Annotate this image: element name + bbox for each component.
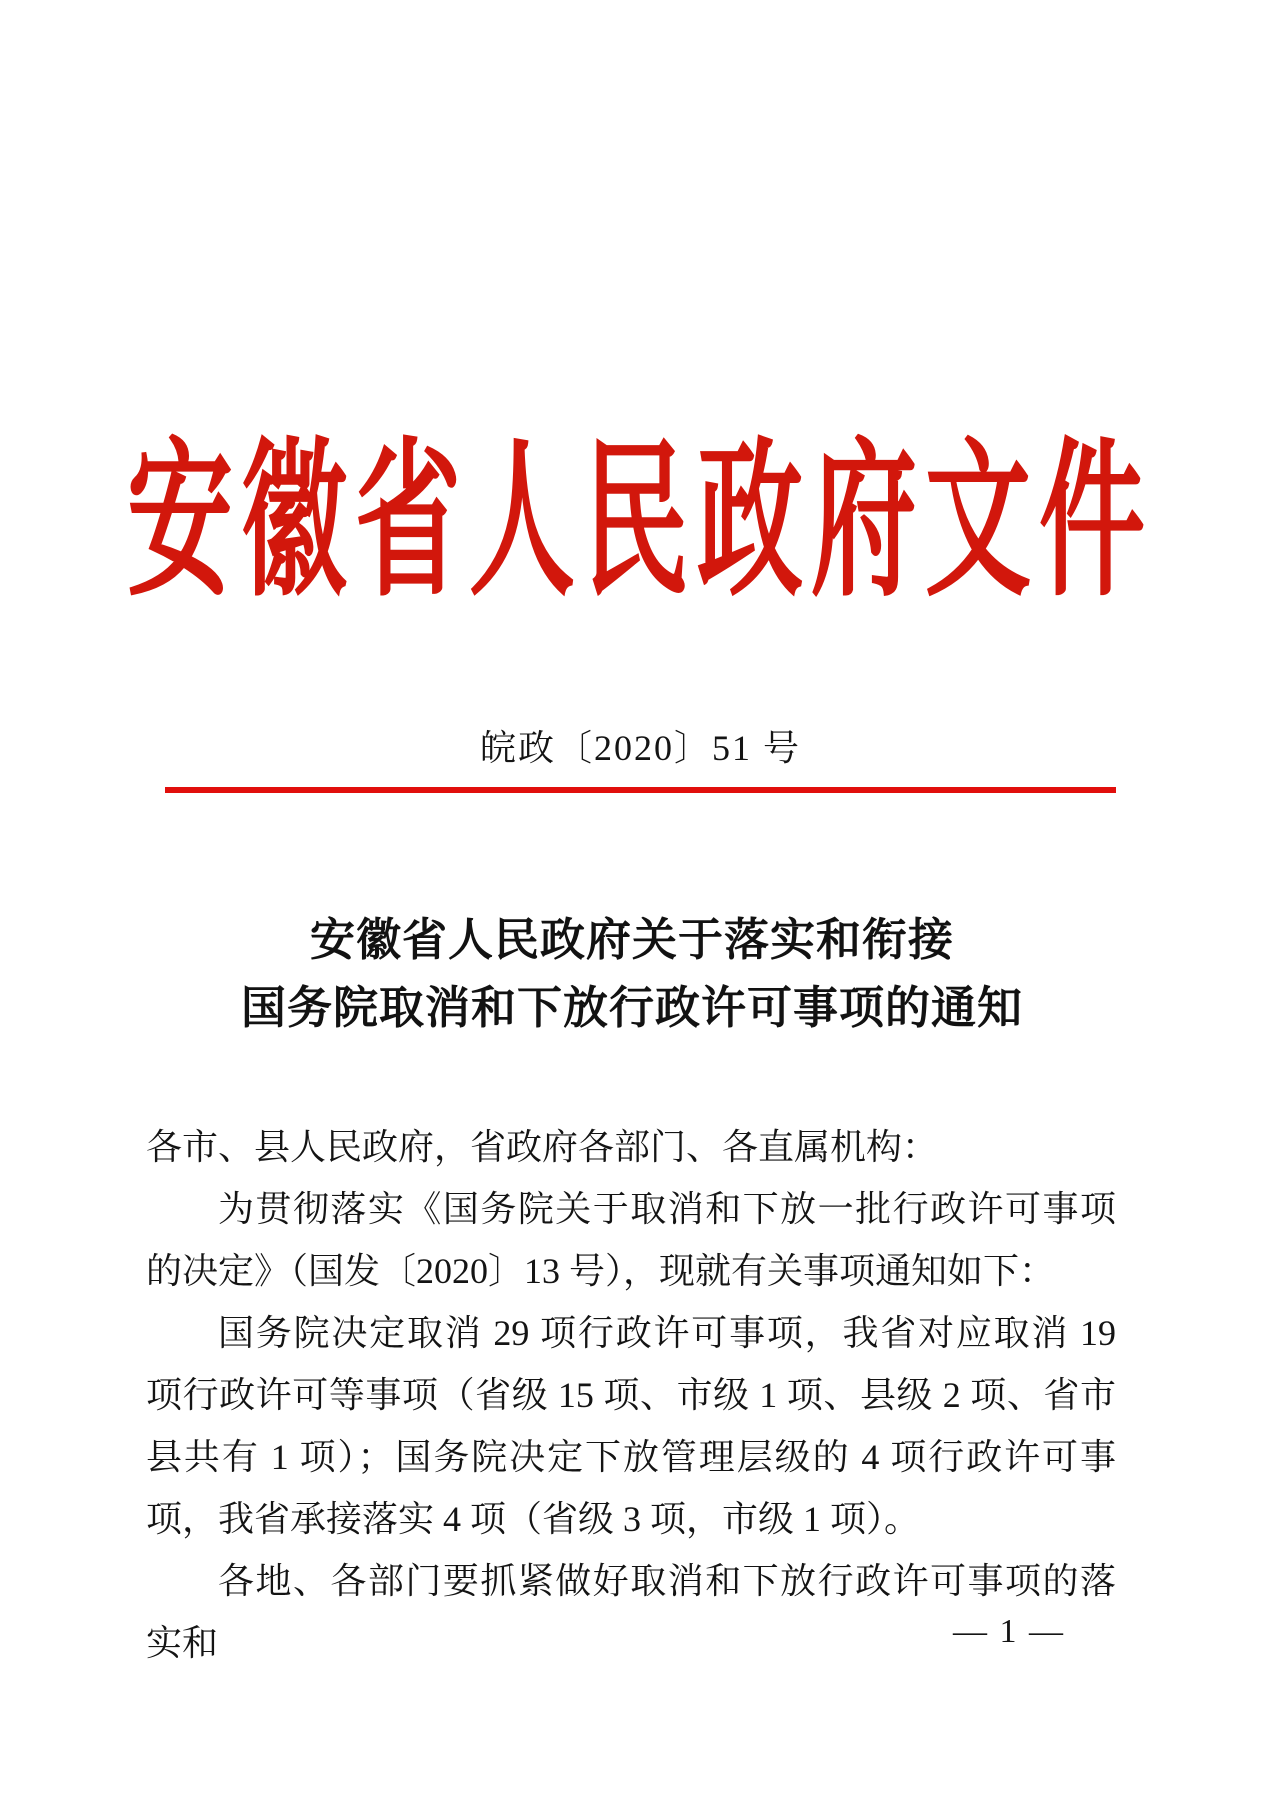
salutation-line: 各市、县人民政府，省政府各部门、各直属机构： — [146, 1127, 939, 1167]
agency-letterhead-banner: 安徽省人民政府文件 — [127, 429, 1153, 617]
body-paragraph: 各地、各部门要抓紧做好取消和下放行政许可事项的落实和 — [146, 1561, 1116, 1663]
document-title-line2: 国务院取消和下放行政许可事项的通知 — [240, 982, 1023, 1033]
body-paragraph: 国务院决定取消 29 项行政许可事项，我省对应取消 19 项行政许可等事项（省级 15 项、市级 1 项、县级 2 项、省市县共有 1 项）；国务院决定下放管理层级的 4 项行政许可事项，我省承接落实 4 项（省级 3 项，市级 1 项）。 — [146, 1313, 1116, 1539]
document-number: 皖政〔2020〕51 号 — [479, 728, 801, 768]
document-title — [148, 906, 1116, 1042]
document-title-line1: 安徽省人民政府关于落实和衔接 — [309, 914, 954, 965]
document-body — [146, 1116, 1116, 1674]
red-divider-rule — [165, 787, 1116, 793]
page-number: — 1 — — [953, 1613, 1065, 1650]
body-paragraph: 为贯彻落实《国务院关于取消和下放一批行政许可事项的决定》（国发〔2020〕13 号），现就有关事项通知如下： — [146, 1189, 1116, 1291]
